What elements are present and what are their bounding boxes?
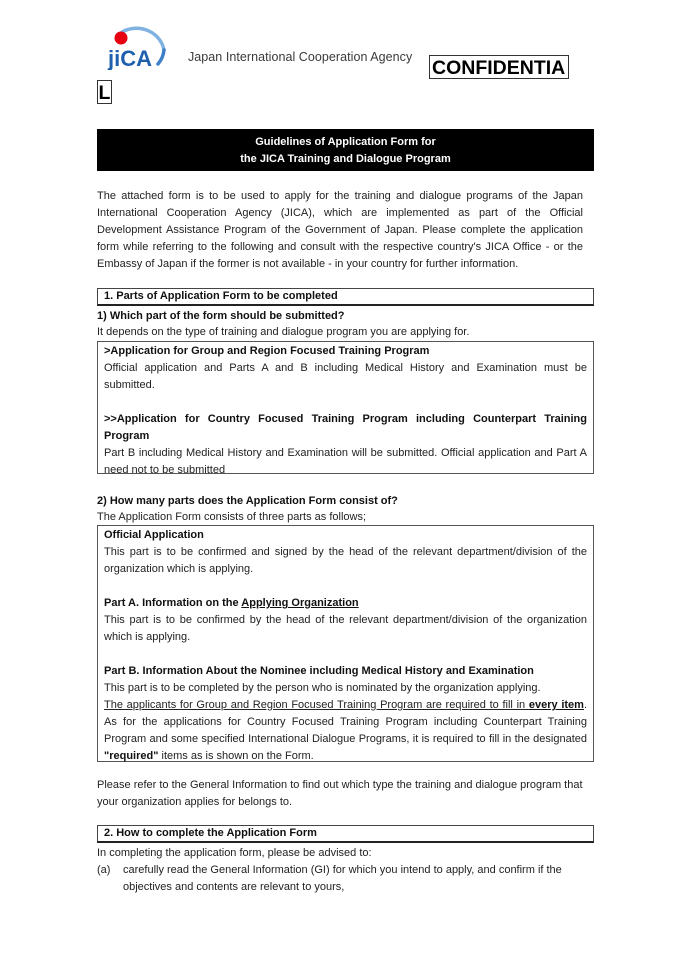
q1-program-box (97, 341, 594, 474)
country-focused-program-text: Part B including Medical History and Examination will be submitted. Official application and Part A need not to be submitted (104, 447, 587, 476)
document-title (97, 129, 594, 171)
list-marker: (a) (97, 864, 111, 876)
agency-name: Japan International Cooperation Agency (188, 50, 413, 64)
jica-logo (104, 22, 168, 70)
confidential-label-overflow: L (98, 82, 111, 104)
official-application-title: Official Application (104, 529, 204, 541)
required-emphasis: "required" (104, 750, 159, 762)
section2-item-a (97, 862, 587, 896)
section2-intro: In completing the application form, please be advised to: (97, 847, 372, 859)
svg-text:jiCA: jiCA (108, 46, 152, 70)
jica-logo-icon (104, 22, 168, 70)
part-b-title: Part B. Information About the Nominee including Medical History and Examination (104, 665, 534, 677)
document-title-line2: the JICA Training and Dialogue Program (240, 153, 451, 165)
part-b-text: This part is to be completed by the person who is nominated by the organization applying. (104, 682, 541, 694)
q1-text: It depends on the type of training and dialogue program you are applying for. (97, 326, 470, 338)
part-a-title: Part A. Information on the Applying Organization (104, 597, 359, 609)
intro-paragraph: The attached form is to be used to apply for the training and dialogue programs of the Japan International Cooperation Agency (JICA), which are implemented as part of the Official Development Assistance Program of the Government of Japan. Please complete the application form while referring to the following and consult with the respective country's JICA Office - or the Embassy of Japan if the former is not available - in your country for further information. (97, 190, 583, 270)
refer-paragraph: Please refer to the General Information to find out which type the training and dialogue program that your organization applies for belongs to. (97, 779, 583, 808)
list-item-text: carefully read the General Information (GI) for which you intend to apply, and confirm if the objectives and contents are relevant to yours, (123, 864, 562, 893)
every-item-emphasis: every item (528, 699, 584, 711)
official-application-text: This part is to be confirmed and signed by the head of the relevant department/division of the organization which is applying. (104, 546, 587, 575)
section1-heading: 1. Parts of Application Form to be completed (97, 288, 594, 306)
part-b-requirements: The applicants for Group and Region Focused Training Program are required to fill in every item. As for the applications for Country Focused Training Program including Counterpart Training Program and some specified International Dialogue Programs, it is required to fill in the designated "required" items as is shown on the Form. (104, 699, 587, 762)
part-a-text: This part is to be confirmed by the head of the relevant department/division of the organization which is applying. (104, 614, 587, 643)
q2-heading: 2) How many parts does the Application Form consist of? (97, 495, 398, 507)
q2-text: The Application Form consists of three parts as follows; (97, 511, 367, 523)
q2-parts-box (97, 525, 594, 762)
applying-organization-term: Applying Organization (241, 597, 359, 609)
group-region-program-title: >Application for Group and Region Focused Training Program (104, 345, 430, 357)
confidential-label: CONFIDENTIA (429, 55, 569, 79)
section2-heading: 2. How to complete the Application Form (97, 825, 594, 843)
q1-heading: 1) Which part of the form should be submitted? (97, 310, 345, 322)
country-focused-program-title: >>Application for Country Focused Training Program including Counterpart Training Program (104, 413, 587, 442)
document-title-line1: Guidelines of Application Form for (255, 136, 436, 148)
group-region-program-text: Official application and Parts A and B including Medical History and Examination must be submitted. (104, 362, 587, 391)
